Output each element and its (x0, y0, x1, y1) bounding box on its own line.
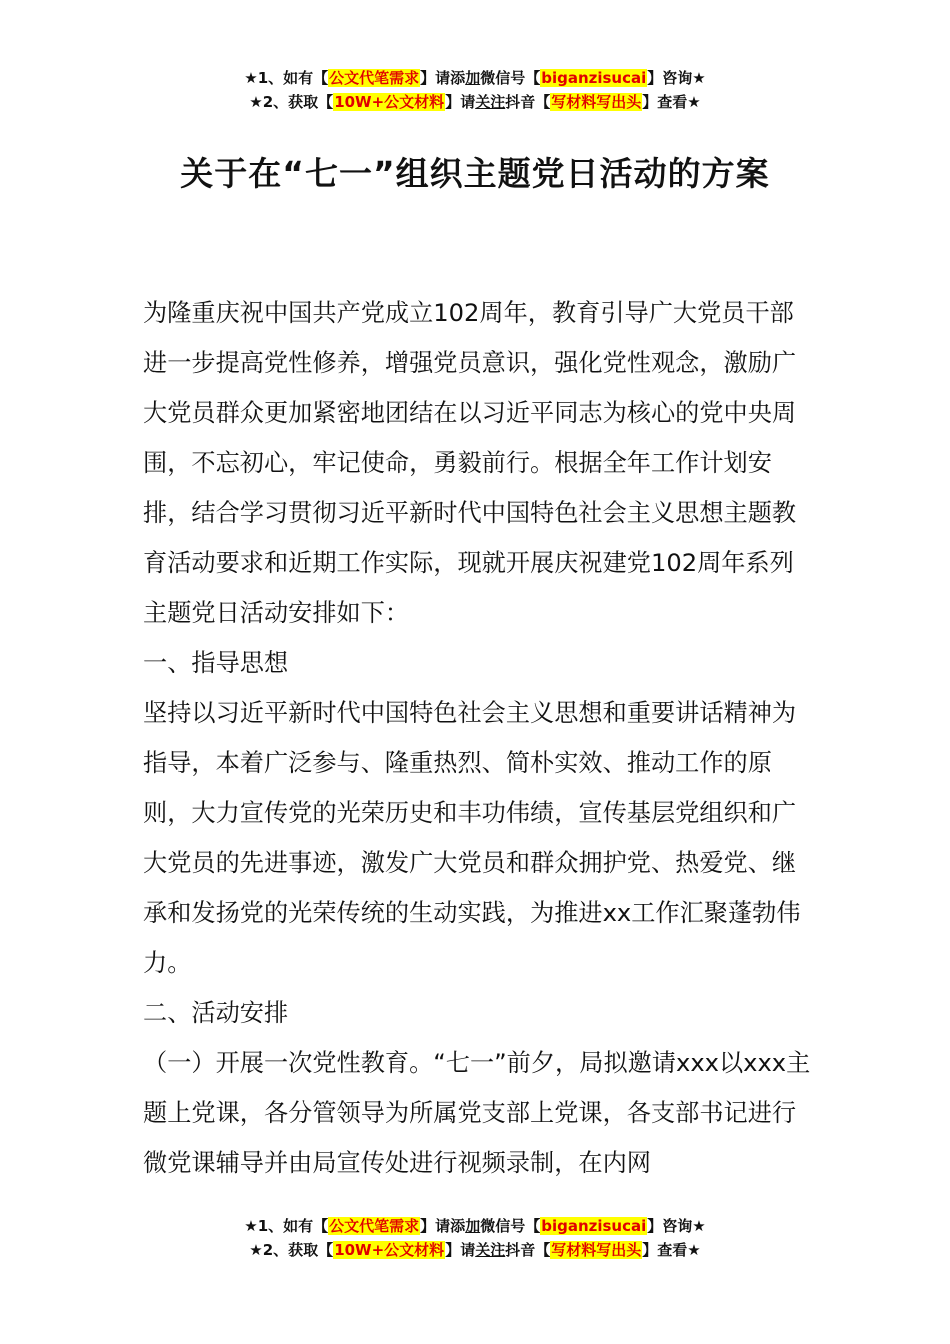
document-title: 关于在“七一”组织主题党日活动的方案 (180, 154, 770, 193)
footer-banner (0, 1214, 950, 1262)
header-banner (0, 66, 950, 114)
highlight-service: 公文代笔需求 (329, 69, 420, 87)
banner-line-1: ★1、如有【公文代笔需求】请添加微信号【biganzisucai】咨询★ (244, 69, 706, 87)
highlight-materials: 10W+公文材料 (334, 1241, 445, 1259)
section-heading-activity-arrangement: 二、活动安排 (143, 999, 289, 1027)
section-heading-guiding-ideology: 一、指导思想 (143, 649, 289, 677)
highlight-wechat-id: biganzisucai (541, 1217, 647, 1235)
paragraph-party-education: （一）开展一次党性教育。“七一”前夕，局拟邀请xxx以xxx主题上党课，各分管领导为所属党支部上党课，各支部书记进行微党课辅导并由局宣传处进行视频录制，在内网 (143, 1049, 811, 1177)
banner-line-1: ★1、如有【公文代笔需求】请添加微信号【biganzisucai】咨询★ (244, 1217, 706, 1235)
highlight-materials: 10W+公文材料 (334, 93, 445, 111)
highlight-wechat-id: biganzisucai (541, 69, 647, 87)
highlight-douyin-account: 写材料写出头 (551, 93, 642, 111)
paragraph-intro: 为隆重庆祝中国共产党成立102周年，教育引导广大党员干部进一步提高党性修养，增强党员意识，强化党性观念，激励广大党员群众更加紧密地团结在以习近平同志为核心的党中央周围，不忘初心，牢记使命，勇毅前行。根据全年工作计划安排，结合学习贯彻习近平新时代中国特色社会主义思想主题教育活动要求和近期工作实际，现就开展庆祝建党102周年系列主题党日活动安排如下： (143, 299, 797, 627)
banner-line-2: ★2、获取【10W+公文材料】请关注抖音【写材料写出头】查看★ (249, 1241, 701, 1259)
document-body (143, 288, 811, 1188)
highlight-service: 公文代笔需求 (329, 1217, 420, 1235)
highlight-douyin-account: 写材料写出头 (551, 1241, 642, 1259)
banner-line-2: ★2、获取【10W+公文材料】请关注抖音【写材料写出头】查看★ (249, 93, 701, 111)
paragraph-guiding-ideology: 坚持以习近平新时代中国特色社会主义思想和重要讲话精神为指导，本着广泛参与、隆重热烈、简朴实效、推动工作的原则，大力宣传党的光荣历史和丰功伟绩，宣传基层党组织和广大党员的先进事迹，激发广大党员和群众拥护党、热爱党、继承和发扬党的光荣传统的生动实践，为推进xx工作汇聚蓬勃伟力。 (143, 699, 801, 977)
